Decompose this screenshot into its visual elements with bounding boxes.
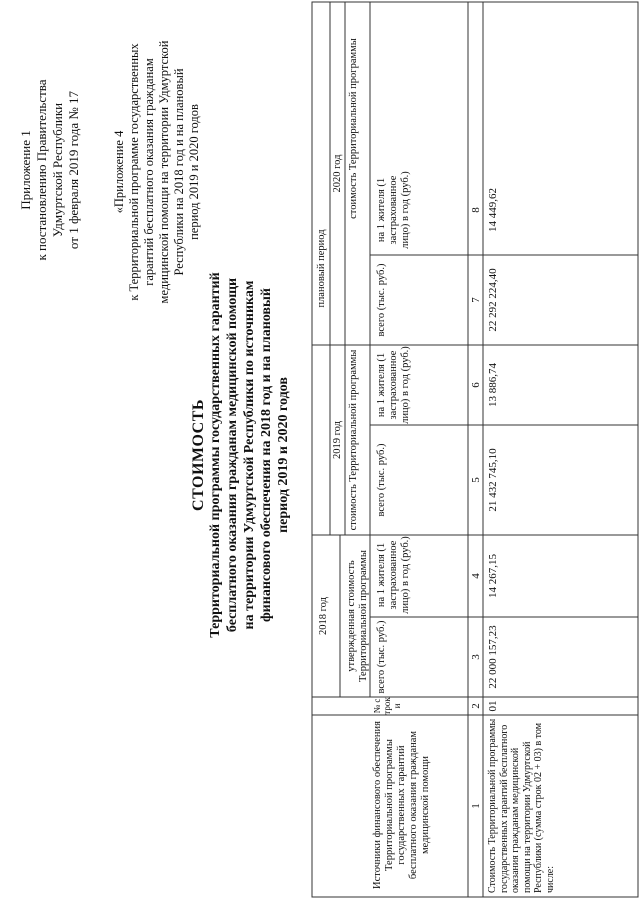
title-line-4: на территории Удмуртской Республики по источникам [242, 280, 257, 630]
row-description: Стоимость Территориальной программы государственных гарантий бесплатного оказания гражданам медицинской помощи на территории Удмуртской Республики (сумма строк 02 + 03) в том числе: [487, 718, 556, 893]
col-number-3: 3 [470, 654, 482, 660]
col-number-8: 8 [470, 207, 482, 213]
row-per-capita-2019: 13 886,74 [487, 363, 499, 407]
appendix-4-line-3: гарантий бесплатного оказания гражданам [142, 58, 156, 286]
header-total-2018: всего (тыс. руб.) [376, 620, 387, 694]
appendix-1-line-2: к постановлению Правительства [34, 79, 49, 261]
appendix-1-line-4: от 1 февраля 2019 года № 17 [66, 90, 81, 250]
header-row-number: № строки [372, 697, 402, 715]
col-number-2: 2 [470, 703, 482, 709]
row-total-2018: 22 000 157,23 [487, 625, 499, 689]
row-total-2019: 21 432 745,10 [487, 448, 499, 512]
appendix-4-line-4: медицинской помощи на территории Удмуртской [157, 40, 171, 304]
header-planned-period: плановый период [316, 229, 327, 308]
row-number: 01 [487, 700, 499, 712]
header-per-capita-2020: на 1 жителя (1 застрахованное лицо) в год (руб.) [376, 171, 411, 249]
appendix-4-line-5: Республики на 2018 год и на плановый [172, 68, 186, 276]
title-line-3: бесплатного оказания гражданам медицинской помощи [225, 277, 240, 633]
row-per-capita-2020: 14 449,62 [487, 188, 499, 232]
appendix-1-line-3: Удмуртской Республики [50, 102, 65, 238]
header-cost-2019: стоимость Территориальной программы [348, 349, 359, 531]
row-total-2020: 22 292 224,40 [487, 268, 499, 332]
header-total-2020: всего (тыс. руб.) [376, 263, 387, 337]
title-line-2: Территориальной программы государственных гарантий [208, 272, 223, 638]
header-year-2020: 2020 год [332, 154, 343, 193]
header-per-capita-2019: на 1 жителя (1 застрахованное лицо) в год (руб.) [376, 346, 411, 424]
title-line-1: СТОИМОСТЬ [190, 399, 207, 511]
header-year-2018: 2018 год [318, 597, 329, 635]
col-number-7: 7 [470, 297, 482, 303]
header-total-2019: всего (тыс. руб.) [376, 443, 387, 517]
header-approved-cost: утвержденная стоимость Территориальной программы [346, 550, 369, 682]
col-number-1: 1 [470, 803, 482, 809]
appendix-4-line-6: период 2019 и 2020 годов [187, 104, 201, 240]
header-source: Источники финансового обеспечения Территориальной программы государственных гарантий бесплатного оказания гражданам медицинской помощи [372, 721, 431, 889]
col-number-6: 6 [470, 382, 482, 388]
title-line-5: финансового обеспечения на 2018 год и на плановый [259, 288, 274, 622]
header-year-2019: 2019 год [332, 421, 343, 459]
appendix-1-line-1: Приложение 1 [18, 130, 33, 210]
col-number-5: 5 [470, 477, 482, 483]
header-cost-2020: стоимость Территориальной программы [348, 38, 359, 219]
header-per-capita-2018: на 1 жителя (1 застрахованное лицо) в год (руб.) [376, 536, 411, 614]
title-line-6: период 2019 и 2020 годов [276, 377, 291, 533]
col-number-4: 4 [470, 573, 482, 579]
appendix-4-line-2: к Территориальной программе государственных [127, 43, 141, 301]
appendix-4-line-1: «Приложение 4 [112, 130, 126, 214]
row-per-capita-2018: 14 267,15 [487, 554, 499, 598]
